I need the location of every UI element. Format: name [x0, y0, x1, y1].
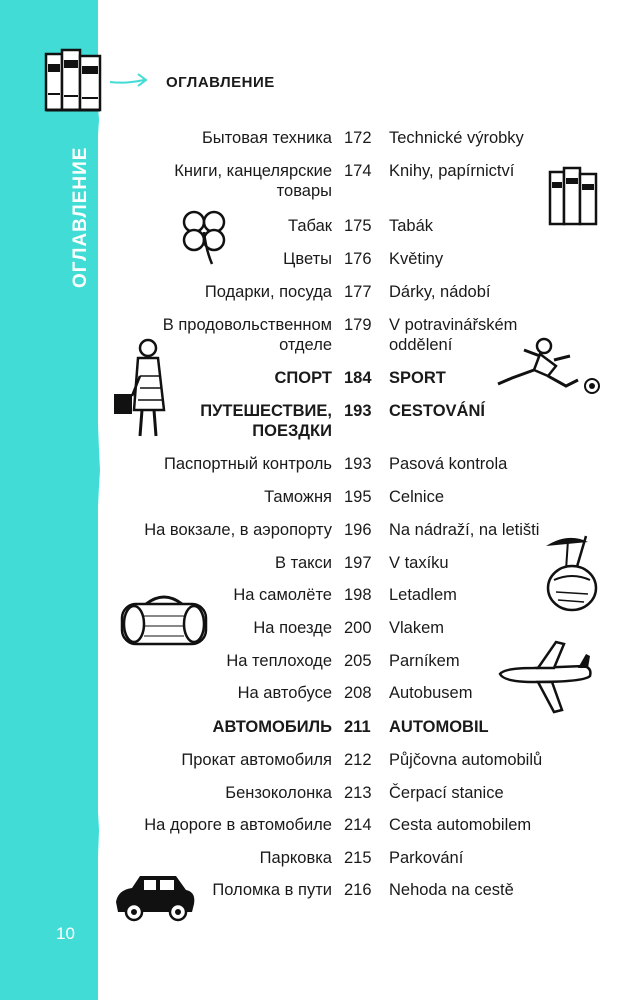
toc-entry-czech: Půjčovna automobilů: [389, 751, 543, 769]
toc-page-number: 197: [344, 554, 372, 572]
toc-entry-russian: Книги, канцелярские товары: [174, 162, 332, 200]
toc-entry-russian: Цветы: [283, 250, 332, 268]
toc-entry-russian: В такси: [274, 554, 332, 572]
toc-entry-czech: Pasová kontrola: [389, 455, 508, 473]
toc-entry-czech: V taxíku: [389, 554, 449, 572]
toc-entry-russian: АВТОМОБИЛЬ: [212, 718, 332, 736]
toc-entry-russian: Паспортный контроль: [163, 455, 332, 473]
toc-entry-russian: Бензоколонка: [225, 784, 332, 802]
toc-page-number: 214: [344, 816, 372, 834]
toc-entry-russian: На поезде: [253, 619, 332, 637]
toc-page-number: 208: [344, 684, 372, 702]
toc-page-number: 176: [344, 250, 372, 268]
toc-entry-czech: Nehoda na cestě: [389, 881, 514, 899]
toc-page-number: 195: [344, 488, 372, 506]
toc-entry-czech: Vlakem: [389, 619, 445, 637]
toc-entry-russian: Поломка в пути: [212, 881, 332, 899]
toc-entry-russian: На дороге в автомобиле: [144, 816, 332, 834]
toc-entry-russian: Табак: [288, 217, 332, 235]
toc-entry-czech: AUTOMOBIL: [389, 718, 489, 736]
toc-entry-czech: Autobusem: [389, 684, 473, 702]
toc-entry-russian: ПУТЕШЕСТВИЕ, ПОЕЗДКИ: [200, 402, 332, 440]
toc-page-number: 179: [344, 316, 372, 334]
toc-entry-russian: Парковка: [259, 849, 332, 867]
toc-entry-czech: Květiny: [389, 250, 444, 268]
toc-page-number: 174: [344, 162, 372, 180]
page-number: 10: [56, 924, 75, 943]
toc-entry-russian: СПОРТ: [274, 369, 332, 387]
toc-entry-czech: Čerpací stanice: [389, 784, 504, 802]
toc-entry-czech: Parníkem: [389, 652, 460, 670]
vertical-section-title: ОГЛАВЛЕНИЕ: [70, 146, 91, 288]
toc-entry-russian: Прокат автомобиля: [181, 751, 332, 769]
toc-entry-russian: На вокзале, в аэропорту: [144, 521, 332, 539]
toc-entry-czech: Celnice: [389, 488, 445, 506]
toc-entry-czech: CESTOVÁNÍ: [389, 402, 485, 420]
toc-page-number: 205: [344, 652, 372, 670]
toc-entry-czech: Letadlem: [389, 586, 457, 604]
toc-entry-russian: На автобусе: [237, 684, 332, 702]
toc-page-number: 184: [344, 369, 372, 387]
toc-page-number: 193: [344, 455, 372, 473]
toc-entry-czech: SPORT: [389, 369, 446, 387]
toc-entry-czech: Knihy, papírnictví: [389, 162, 515, 180]
toc-entry-russian: Подарки, посуда: [204, 283, 332, 301]
toc-page-number: 177: [344, 283, 372, 301]
toc-entry-russian: Таможня: [264, 488, 332, 506]
toc-page-number: 212: [344, 751, 372, 769]
toc-entry-russian: В продовольственном отделе: [162, 316, 332, 354]
books-icon: [42, 44, 106, 116]
toc-page-number: 193: [344, 402, 372, 420]
toc-entry-czech: V potravinářském oddělení: [389, 316, 518, 354]
toc-page-number: 200: [344, 619, 372, 637]
toc-entry-czech: Na nádraží, na letišti: [389, 521, 540, 539]
toc-page-number: 172: [344, 129, 372, 147]
toc-page-number: 196: [344, 521, 372, 539]
page-title: ОГЛАВЛЕНИЕ: [166, 74, 275, 91]
toc-entry-russian: На теплоходе: [226, 652, 332, 670]
toc-entry-czech: Cesta automobilem: [389, 816, 532, 834]
toc-page-number: 211: [344, 718, 371, 736]
toc-entry-czech: Parkování: [389, 849, 464, 867]
airplane-icon: [494, 638, 594, 718]
toc-page-number: 175: [344, 217, 372, 235]
arrow-icon: [108, 70, 150, 92]
toc-entry-russian: На самолёте: [233, 586, 332, 604]
toc-page-number: 198: [344, 586, 372, 604]
toc-page-number: 213: [344, 784, 372, 802]
toc-entry-czech: Dárky, nádobí: [389, 283, 491, 301]
toc-entry-czech: Tabák: [389, 217, 434, 235]
toc-entry-czech: Technické výrobky: [389, 129, 524, 147]
toc-page-number: 215: [344, 849, 372, 867]
toc-entry-russian: Бытовая техника: [201, 129, 332, 147]
toc-page-number: 216: [344, 881, 372, 899]
